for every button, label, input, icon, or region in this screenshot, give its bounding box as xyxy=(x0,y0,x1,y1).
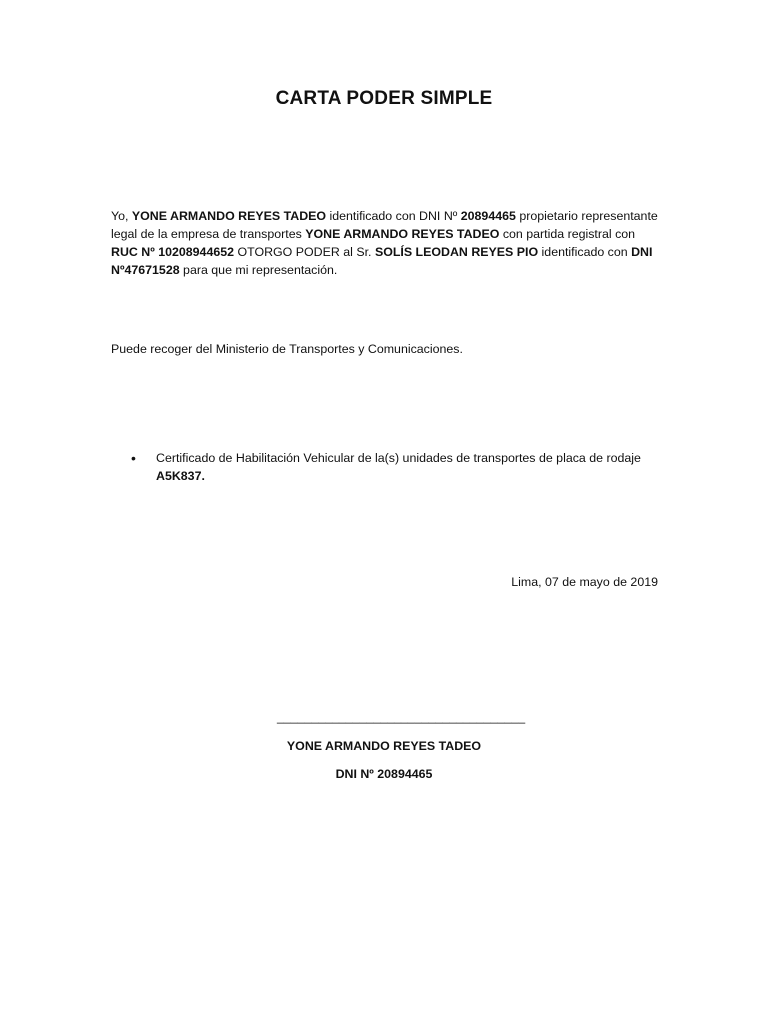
document-date: Lima, 07 de mayo de 2019 xyxy=(511,575,658,589)
attorney-name: SOLÍS LEODAN REYES PIO xyxy=(374,245,539,259)
intro-text-3: propietario representante legal de la empresa de transportes xyxy=(111,209,658,241)
intro-text-7: para que mi representación. xyxy=(179,263,338,277)
intro-text-4: con partida registral con xyxy=(499,227,636,241)
company-name: YONE ARMANDO REYES TADEO xyxy=(305,227,500,241)
attorney-dni: DNI Nº47671528 xyxy=(111,245,653,277)
signature-line: ____________________________________ xyxy=(277,710,526,724)
company-ruc: RUC Nº 10208944652 xyxy=(111,245,235,259)
signer-dni: DNI Nº 20894465 xyxy=(335,767,433,781)
plate-number: A5K837. xyxy=(156,469,205,483)
intro-text-2: identificado con DNI Nº xyxy=(326,209,461,223)
pickup-paragraph: Puede recoger del Ministerio de Transportes y Comunicaciones. xyxy=(111,342,463,356)
document-title: CARTA PODER SIMPLE xyxy=(275,88,493,109)
intro-text-5: OTORGO PODER al Sr. xyxy=(234,245,375,259)
bullet-list xyxy=(111,449,659,485)
bullet-icon: • xyxy=(131,450,136,466)
bullet-text: Certificado de Habilitación Vehicular de la(s) unidades de transportes de placa de rodaje xyxy=(156,451,641,465)
intro-text-1: Yo, xyxy=(111,209,132,223)
owner-name: YONE ARMANDO REYES TADEO xyxy=(131,209,327,223)
owner-dni: 20894465 xyxy=(460,209,516,223)
intro-paragraph xyxy=(111,207,659,279)
list-item xyxy=(111,449,659,485)
intro-text-6: identificado con xyxy=(538,245,632,259)
signer-name: YONE ARMANDO REYES TADEO xyxy=(286,739,482,753)
